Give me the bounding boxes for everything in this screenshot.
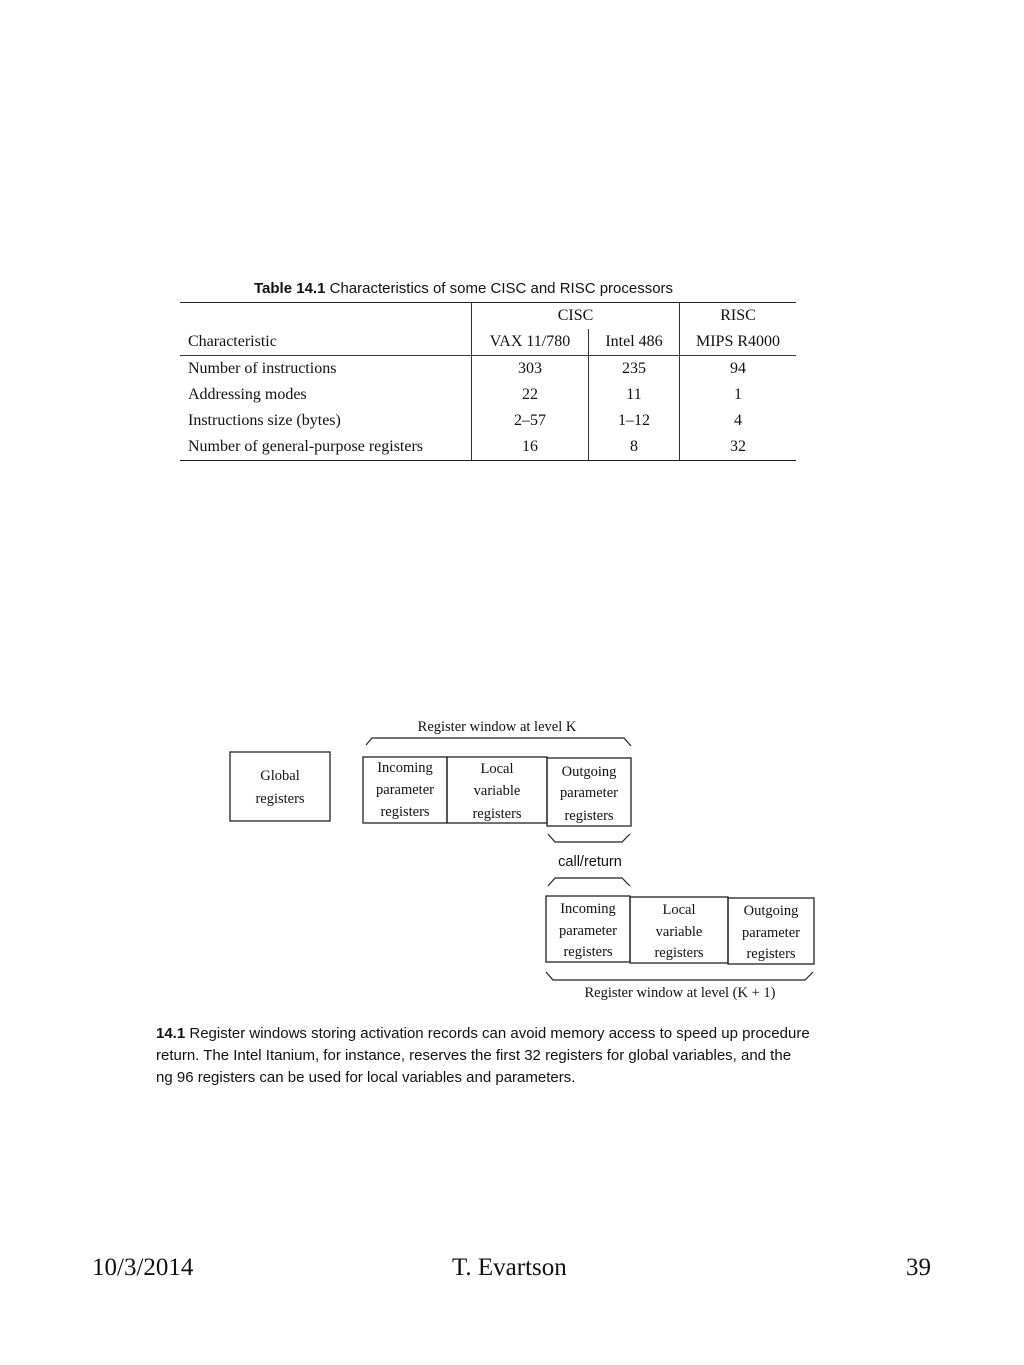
k1-outgoing-line: parameter	[742, 925, 800, 941]
table-cell: 8	[589, 434, 680, 461]
k-outgoing-line: registers	[564, 808, 614, 824]
table-cell: 11	[589, 382, 680, 408]
table-cell: 32	[680, 434, 797, 461]
table-row-label: Number of instructions	[188, 360, 337, 377]
window-k1-label: Register window at level (K + 1)	[584, 985, 776, 1001]
table-cell: 235	[589, 356, 680, 383]
table-column-header-characteristic: Characteristic	[180, 329, 472, 356]
call-return-brace-bottom	[548, 834, 630, 842]
window-k-label: Register window at level K	[417, 719, 577, 735]
global-registers-box	[230, 752, 330, 821]
k-local-line: registers	[472, 806, 522, 822]
k-outgoing-line: parameter	[560, 785, 618, 801]
table-cell: 4	[680, 408, 797, 434]
window-k1-brace	[546, 972, 813, 980]
table-cell: 1	[680, 382, 797, 408]
k1-local-line: variable	[655, 924, 703, 940]
call-return-label: call/return	[558, 854, 622, 870]
figure-caption-line	[156, 1023, 876, 1045]
table-group-risc: RISC	[680, 303, 797, 330]
call-return-brace-top	[548, 878, 630, 886]
global-box-line: Global	[260, 768, 300, 784]
figure-caption-text: Register windows storing activation records can avoid memory access to speed up procedure	[185, 1025, 810, 1042]
table-cell: 16	[472, 434, 589, 461]
k1-local-line: Local	[662, 902, 696, 918]
k-outgoing-line: Outgoing	[561, 764, 617, 780]
table-row-label: Addressing modes	[188, 386, 307, 403]
table-cell: 1–12	[589, 408, 680, 434]
window-k-brace	[366, 738, 631, 746]
global-box-line: registers	[255, 791, 305, 807]
table-caption-text: Characteristics of some CISC and RISC processors	[325, 280, 674, 297]
k-incoming-line: Incoming	[377, 760, 433, 776]
figure-caption	[156, 1023, 876, 1089]
figure-caption-line: ng 96 registers can be used for local variables and parameters.	[156, 1069, 576, 1086]
k1-outgoing-line: Outgoing	[743, 903, 799, 919]
k-incoming-line: registers	[380, 804, 430, 820]
table-cell: 94	[680, 356, 797, 383]
table-caption-number: Table 14.1	[254, 280, 326, 297]
table-row-label: Number of general-purpose registers	[180, 434, 472, 461]
footer-page-number: 39	[906, 1254, 931, 1281]
table-row-label: Instructions size (bytes)	[188, 412, 341, 429]
table-cell: 2–57	[472, 408, 589, 434]
k1-incoming-line: Incoming	[560, 901, 616, 917]
figure-caption-line: return. The Intel Itanium, for instance, reserves the first 32 registers for global variables, and the	[156, 1047, 792, 1064]
k-local-line: variable	[473, 783, 521, 799]
k1-incoming-line: parameter	[559, 923, 617, 939]
table-column-header-mips: MIPS R4000	[680, 329, 797, 356]
footer-date: 10/3/2014	[92, 1254, 194, 1281]
k-local-line: Local	[480, 761, 514, 777]
figure-number: 14.1	[156, 1025, 186, 1042]
k1-outgoing-line: registers	[746, 946, 796, 962]
footer-author: T. Evartson	[452, 1254, 567, 1281]
k1-local-line: registers	[654, 945, 704, 961]
table-column-header-intel: Intel 486	[589, 329, 680, 356]
k-incoming-line: parameter	[376, 782, 434, 798]
table-cell: 22	[472, 382, 589, 408]
table-cell: 303	[472, 356, 589, 383]
table-group-cisc: CISC	[472, 303, 680, 330]
k1-incoming-line: registers	[563, 944, 613, 960]
table-column-header-vax: VAX 11/780	[472, 329, 589, 356]
